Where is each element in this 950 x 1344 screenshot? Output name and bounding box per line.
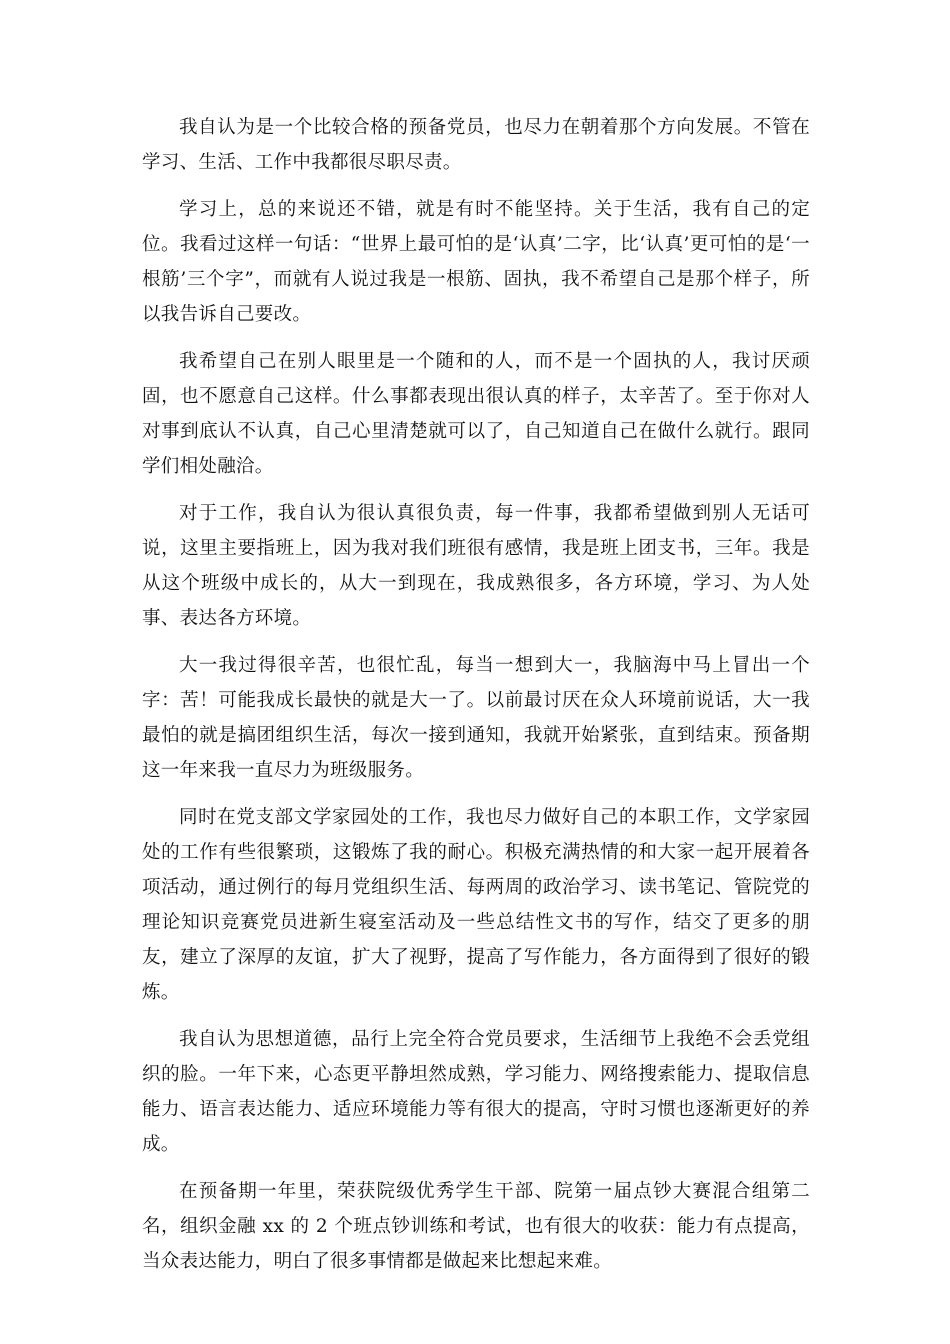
paragraph-1: 我自认为是一个比较合格的预备党员，也尽力在朝着那个方向发展。不管在学习、生活、工作中我都很尽职尽责。 xyxy=(142,117,810,173)
paragraph-3: 我希望自己在别人眼里是一个随和的人，而不是一个固执的人，我讨厌顽固，也不愿意自己这样。什么事都表现出很认真的样子，太辛苦了。至于你对人对事到底认不认真，自己心里清楚就可以了，自己知道自己在做什么就行。跟同学们相处融洽。 xyxy=(142,351,810,477)
paragraph-6: 同时在党支部文学家园处的工作，我也尽力做好自己的本职工作，文学家园处的工作有些很繁琐，这锻炼了我的耐心。积极充满热情的和大家一起开展着各项活动，通过例行的每月党组织生活、每两周的政治学习、读书笔记、管院党的理论知识竞赛党员进新生寝室活动及一些总结性文书的写作，结交了更多的朋友，建立了深厚的友谊，扩大了视野，提高了写作能力，各方面得到了很好的锻炼。 xyxy=(142,807,810,1003)
paragraph-7: 我自认为思想道德，品行上完全符合党员要求，生活细节上我绝不会丢党组织的脸。一年下来，心态更平静坦然成熟，学习能力、网络搜索能力、提取信息能力、语言表达能力、适应环境能力等有很大的提高，守时习惯也逐渐更好的养成。 xyxy=(142,1029,810,1155)
document-body xyxy=(142,110,810,1291)
paragraph-8: 在预备期一年里，荣获院级优秀学生干部、院第一届点钞大赛混合组第二名，组织金融 xx 的 2 个班点钞训练和考试，也有很大的收获：能力有点提高，当众表达能力，明白了很多事情都是做起来比想起来难。 xyxy=(142,1181,810,1272)
paragraph-2: 学习上，总的来说还不错，就是有时不能坚持。关于生活，我有自己的定位。我看过这样一句话：“世界上最可怕的是‘认真’二字，比‘认真’更可怕的是‘一根筋’三个字”，而就有人说过我是一根筋、固执，我不希望自己是那个样子，所以我告诉自己要改。 xyxy=(142,199,810,325)
paragraph-5: 大一我过得很辛苦，也很忙乱，每当一想到大一，我脑海中马上冒出一个字：苦！可能我成长最快的就是大一了。以前最讨厌在众人环境前说话，大一我最怕的就是搞团组织生活，每次一接到通知，我就开始紧张，直到结束。预备期这一年来我一直尽力为班级服务。 xyxy=(142,655,810,781)
paragraph-4: 对于工作，我自认为很认真很负责，每一件事，我都希望做到别人无话可说，这里主要指班上，因为我对我们班很有感情，我是班上团支书，三年。我是从这个班级中成长的，从大一到现在，我成熟很多，各方环境，学习、为人处事、表达各方环境。 xyxy=(142,503,810,629)
